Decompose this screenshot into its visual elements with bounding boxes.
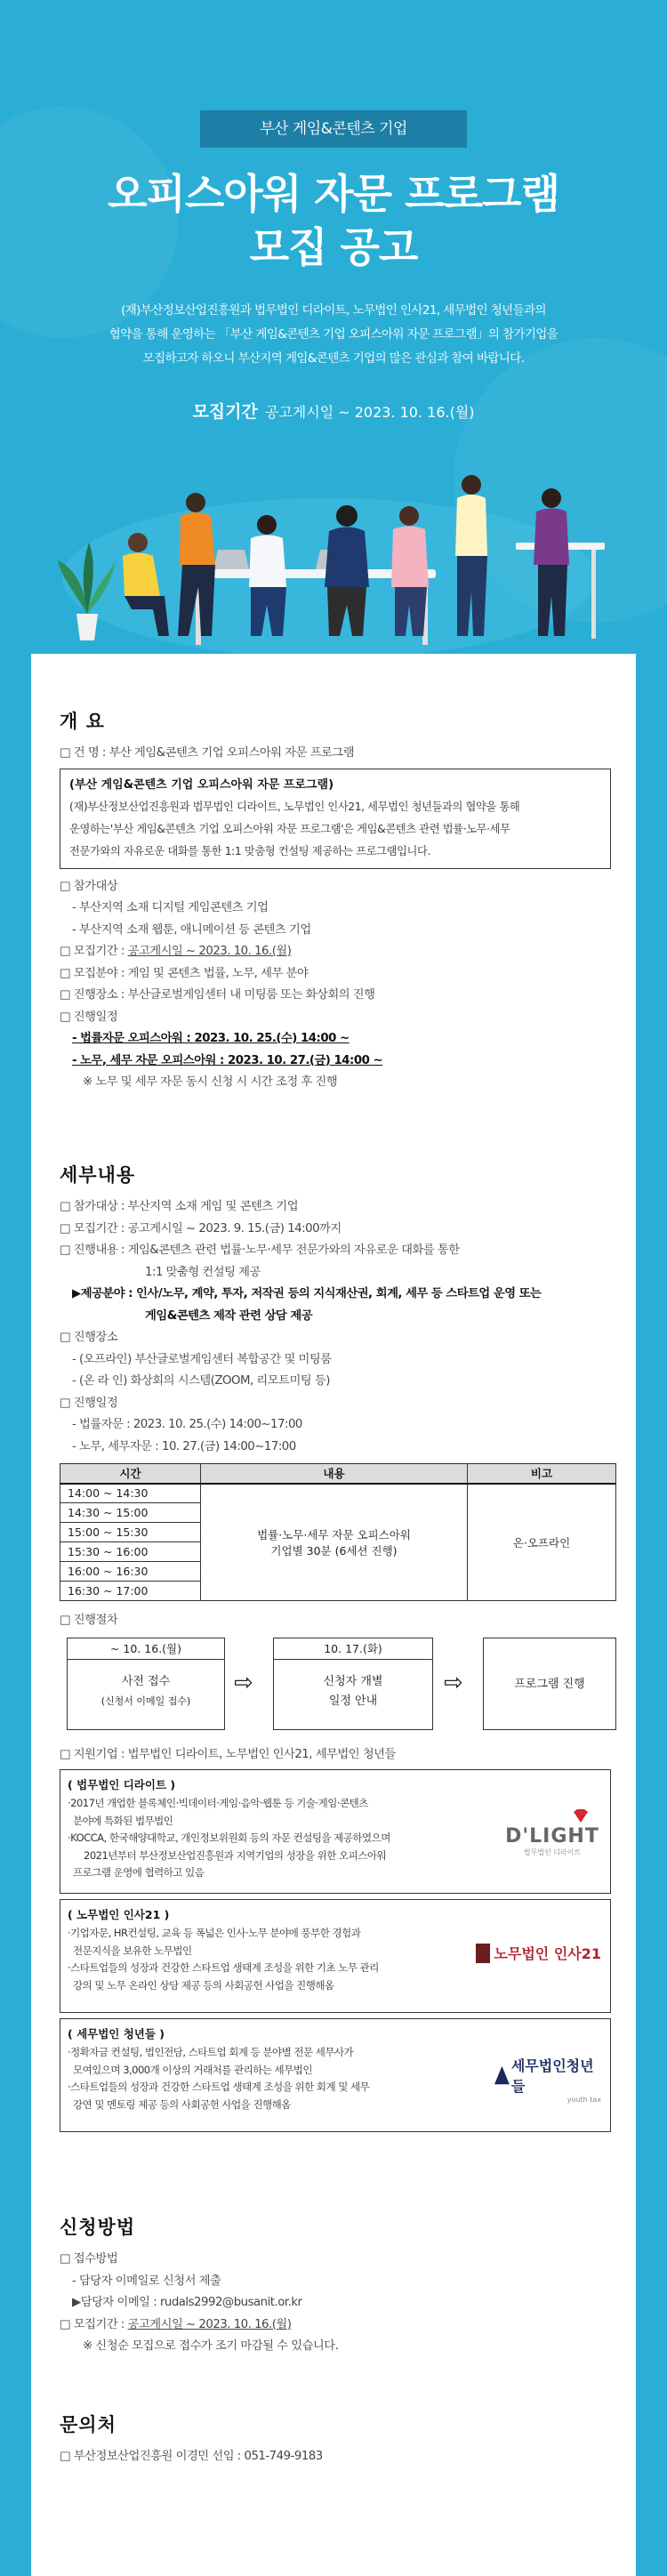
page-title — [0, 167, 667, 274]
partner-desc: 강연 및 멘토링 제공 등의 사회공헌 사업을 진행해옴 — [73, 2097, 291, 2111]
flow-step-date: ~ 10. 16.(월) — [68, 1638, 224, 1660]
flow-step-text: 사전 접수 — [121, 1674, 171, 1688]
period-value: 공고게시일 ~ 2023. 10. 16.(월) — [127, 945, 292, 958]
details-section — [60, 1161, 611, 2137]
time-cell: 15:30 ~ 16:00 — [60, 1542, 201, 1562]
section-heading: 세부내용 — [60, 1164, 136, 1186]
box-title: (부산 게임&콘텐츠 기업 오피스아워 자문 프로그램) — [69, 777, 334, 792]
logo-text: 노무법인 인사21 — [494, 1945, 601, 1962]
partner-desc: ·2017년 개업한 블록체인·빅데이터·게임·음악·웹툰 등 기술·게임·콘텐츠 — [68, 1797, 368, 1809]
partner-desc: ·정확자금 컨설팅, 법인전담, 스타트업 회계 등 분야별 전문 세무사가 — [68, 2046, 354, 2058]
place-item: - (온 라 인) 화상회의 시스템(ZOOM, 리모트미팅 등) — [72, 1374, 330, 1388]
content-line: 1:1 맞춤형 컨설팅 제공 — [145, 1265, 261, 1279]
partner-title: ( 노무법인 인사21 ) — [68, 1908, 170, 1921]
schedule-item: - 노무, 세무 자문 오피스아워 : 2023. 10. 27.(금) 14:00 ~ — [72, 1053, 383, 1067]
target-label: □ 참가대상 — [60, 879, 118, 893]
recruit-field: □ 모집분야 : 게임 및 콘텐츠 법률, 노무, 세무 분야 — [60, 966, 309, 980]
target-line: □ 참가대상 : 부산지역 소재 게임 및 콘텐츠 기업 — [60, 1200, 299, 1213]
intro-line: 모집하고자 하오니 부산지역 게임&콘텐츠 기업의 많은 관심과 참여 바랍니다. — [142, 351, 525, 366]
field-line: 게임&콘텐츠 제작 관련 상담 제공 — [145, 1308, 313, 1323]
box-line: (재)부산정보산업진흥원과 법무법인 디라이트, 노무법인 인사21, 세무법인 청년들과의 협약을 통해 — [69, 800, 520, 813]
partner-desc: ·스타트업들의 성장과 건강한 스타트업 생태계 조성을 위한 기초 노무 관리 — [68, 1961, 379, 1974]
schedule-table — [60, 1463, 616, 1601]
partner-title: ( 세무법인 청년들 ) — [68, 2027, 165, 2041]
hero-banner — [0, 0, 667, 654]
intro-text — [53, 299, 614, 371]
contact-email: ▶담당자 이메일 : rudals2992@busanit.or.kr — [72, 2296, 302, 2309]
arrow-right-icon: ⇨ — [444, 1669, 463, 1696]
overview-section — [60, 707, 611, 1094]
partner-title: ( 법무법인 디라이트 ) — [68, 1778, 176, 1791]
schedule-note: ※ 노무 및 세무 자문 동시 신청 시 시간 조정 후 진행 — [83, 1075, 338, 1089]
box-line: 운영하는'부산 게임&콘텐츠 기업 오피스아워 자문 프로그램'은 게임&콘텐츠 관련 법률·노무·세무 — [69, 822, 510, 835]
time-cell: 16:00 ~ 16:30 — [60, 1562, 201, 1582]
logo-subtext: youth tax — [567, 2096, 601, 2104]
period-label: 모집기간 — [192, 402, 258, 422]
partner-desc: ·스타트업들의 성장과 건강한 스타트업 생태계 조성을 위한 회계 및 세무 — [68, 2081, 370, 2093]
flow-step-2 — [273, 1638, 433, 1730]
partner-desc: ·기업자문, HR컨설팅, 교육 등 폭넓은 인사·노무 분야에 풍부한 경험과 — [68, 1927, 361, 1939]
recruit-period-line — [60, 2314, 611, 2337]
title-line: 오피스아워 자문 프로그램 — [108, 170, 559, 218]
partner-desc: 모여있으며 3,000개 이상의 거래처를 관리하는 세무법인 — [73, 2063, 312, 2076]
table-row — [60, 1484, 616, 1503]
logo-mark-icon — [494, 2065, 510, 2085]
time-cell: 14:30 ~ 15:00 — [60, 1503, 201, 1523]
flow-step-date: 10. 17.(화) — [274, 1638, 432, 1660]
contact-line: □ 부산정보산업진흥원 이경민 선임 : 051-749-9183 — [60, 2450, 323, 2463]
partner-card-youth — [60, 2018, 611, 2132]
partners-line: □ 지원기업 : 법무법인 디라이트, 노무법인 인사21, 세무법인 청년들 — [60, 1747, 396, 1761]
content-cell — [201, 1484, 468, 1601]
flow-step-3 — [483, 1638, 616, 1730]
content-text: 법률·노무·세무 자문 오피스아워 — [257, 1527, 411, 1542]
method-label: □ 접수방법 — [60, 2252, 118, 2266]
recruit-period — [0, 398, 667, 423]
program-name: □ 건 명 : 부산 게임&콘텐츠 기업 오피스아워 자문 프로그램 — [60, 746, 355, 760]
place-label: □ 진행장소 — [60, 1331, 118, 1344]
partner-desc: 2021년부터 부산정보산업진흥원과 지역기업의 성장을 위한 오피스아워 — [84, 1848, 387, 1862]
note-cell: 온·오프라인 — [468, 1484, 616, 1601]
youth-tax-logo — [494, 2055, 601, 2104]
table-header: 비고 — [468, 1464, 616, 1484]
place-item: - (오프라인) 부산글로벌게임센터 복합공간 및 미팅룸 — [72, 1352, 332, 1366]
box-line: 전문가와의 자유로운 대화를 통한 1:1 맞춤형 컨설팅 제공하는 프로그램입니다. — [69, 844, 431, 857]
content-card — [31, 654, 636, 2576]
schedule-item: - 노무, 세무자문 : 10. 27.(금) 14:00~17:00 — [72, 1439, 296, 1453]
partner-desc: 전문지식을 보유한 노무법인 — [73, 1944, 192, 1957]
flow-step-1 — [67, 1638, 225, 1730]
flow-step-text: 일정 안내 — [328, 1694, 378, 1708]
section-heading: 개 요 — [60, 711, 105, 732]
period-line: □ 모집기간 : 공고게시일 ~ 2023. 9. 15.(금) 14:00까지 — [60, 1221, 342, 1236]
method-item: - 담당자 이메일로 신청서 제출 — [72, 2274, 221, 2288]
content-text: 기업별 30분 (6세션 진행) — [270, 1543, 398, 1558]
diamond-icon — [573, 1809, 589, 1823]
recruit-period-line — [60, 941, 611, 963]
schedule-label: □ 진행일정 — [60, 1396, 118, 1410]
field-line: ▶제공분야 : 인사/노무, 계약, 투자, 저작권 등의 지식재산권, 회계, 세무 등 스타트업 운영 또는 — [72, 1287, 542, 1300]
intro-line: 협약을 통해 운영하는 「부산 게임&콘텐츠 기업 오피스아워 자문 프로그램」의 참가기업을 — [108, 327, 559, 342]
content-line: □ 진행내용 : 게임&콘텐츠 관련 법률·노무·세무 전문가와의 자유로운 대화를 통한 — [60, 1244, 460, 1257]
schedule-item: - 법률자문 : 2023. 10. 25.(수) 14:00~17:00 — [72, 1418, 302, 1431]
venue: □ 진행장소 : 부산글로벌게임센터 내 미팅룸 또는 화상회의 진행 — [60, 988, 375, 1002]
period-label: □ 모집기간 : — [60, 945, 128, 958]
flow-step-text: (신청서 이메일 접수) — [100, 1695, 191, 1707]
period-label: □ 모집기간 : — [60, 2317, 128, 2331]
time-cell: 16:30 ~ 17:00 — [60, 1582, 201, 1601]
logo-text: D'LIGHT — [505, 1825, 599, 1847]
time-cell: 14:00 ~ 14:30 — [60, 1484, 201, 1503]
table-header: 시간 — [60, 1464, 201, 1484]
flow-step-text: 신청자 개별 — [323, 1674, 383, 1688]
meeting-illustration — [53, 445, 614, 654]
section-heading: 신청방법 — [60, 2217, 136, 2238]
partner-card-insa21 — [60, 1899, 611, 2013]
partner-card-dlight — [60, 1769, 611, 1894]
partner-desc: ·KOCCA, 한국해양대학교, 개인정보위원회 등의 자문 컨설팅을 제공하였으며 — [68, 1831, 390, 1844]
partner-desc: 강의 및 노무 온라인 상담 제공 등의 사회공헌 사업을 진행해옴 — [73, 1978, 334, 1992]
dlight-logo — [503, 1809, 601, 1857]
category-tag: 부산 게임&콘텐츠 기업 — [200, 110, 467, 148]
apply-section — [60, 2213, 611, 2358]
intro-line: (재)부산정보산업진흥원과 법무법인 디라이트, 노무법인 인사21, 세무법인 청년들과의 — [121, 303, 546, 318]
process-flow — [60, 1638, 611, 1735]
partner-desc: 프로그램 운영에 협력하고 있음 — [73, 1866, 205, 1879]
schedule-item: - 법률자문 오피스아워 : 2023. 10. 25.(수) 14:00 ~ — [72, 1032, 350, 1045]
target-item: - 부산지역 소재 디지털 게임콘텐츠 기업 — [72, 901, 269, 914]
logo-text: 세무법인청년들 — [510, 2057, 594, 2095]
schedule-label: □ 진행일정 — [60, 1010, 118, 1024]
arrow-right-icon: ⇨ — [234, 1669, 253, 1696]
period-value: 공고게시일 ~ 2023. 10. 16.(월) — [127, 2317, 292, 2331]
section-heading: 문의처 — [60, 2414, 117, 2435]
partner-desc: 분야에 특화된 법무법인 — [73, 1814, 173, 1827]
title-line: 모집 공고 — [249, 223, 418, 271]
contact-section — [60, 2411, 611, 2468]
process-label: □ 진행절차 — [60, 1614, 118, 1627]
target-item: - 부산지역 소재 웹툰, 애니메이션 등 콘텐츠 기업 — [72, 922, 311, 937]
table-header: 내용 — [201, 1464, 468, 1484]
flow-step-text: 프로그램 진행 — [514, 1677, 585, 1691]
insa21-logo — [476, 1943, 601, 1963]
apply-note: ※ 신청순 모집으로 접수가 조기 마감될 수 있습니다. — [83, 2339, 339, 2353]
logo-subtext: 법무법인 디라이트 — [523, 1848, 582, 1856]
logo-mark-icon — [476, 1944, 490, 1963]
program-description-box — [60, 769, 611, 869]
period-value: 공고게시일 ~ 2023. 10. 16.(월) — [264, 404, 475, 421]
time-cell: 15:00 ~ 15:30 — [60, 1523, 201, 1542]
